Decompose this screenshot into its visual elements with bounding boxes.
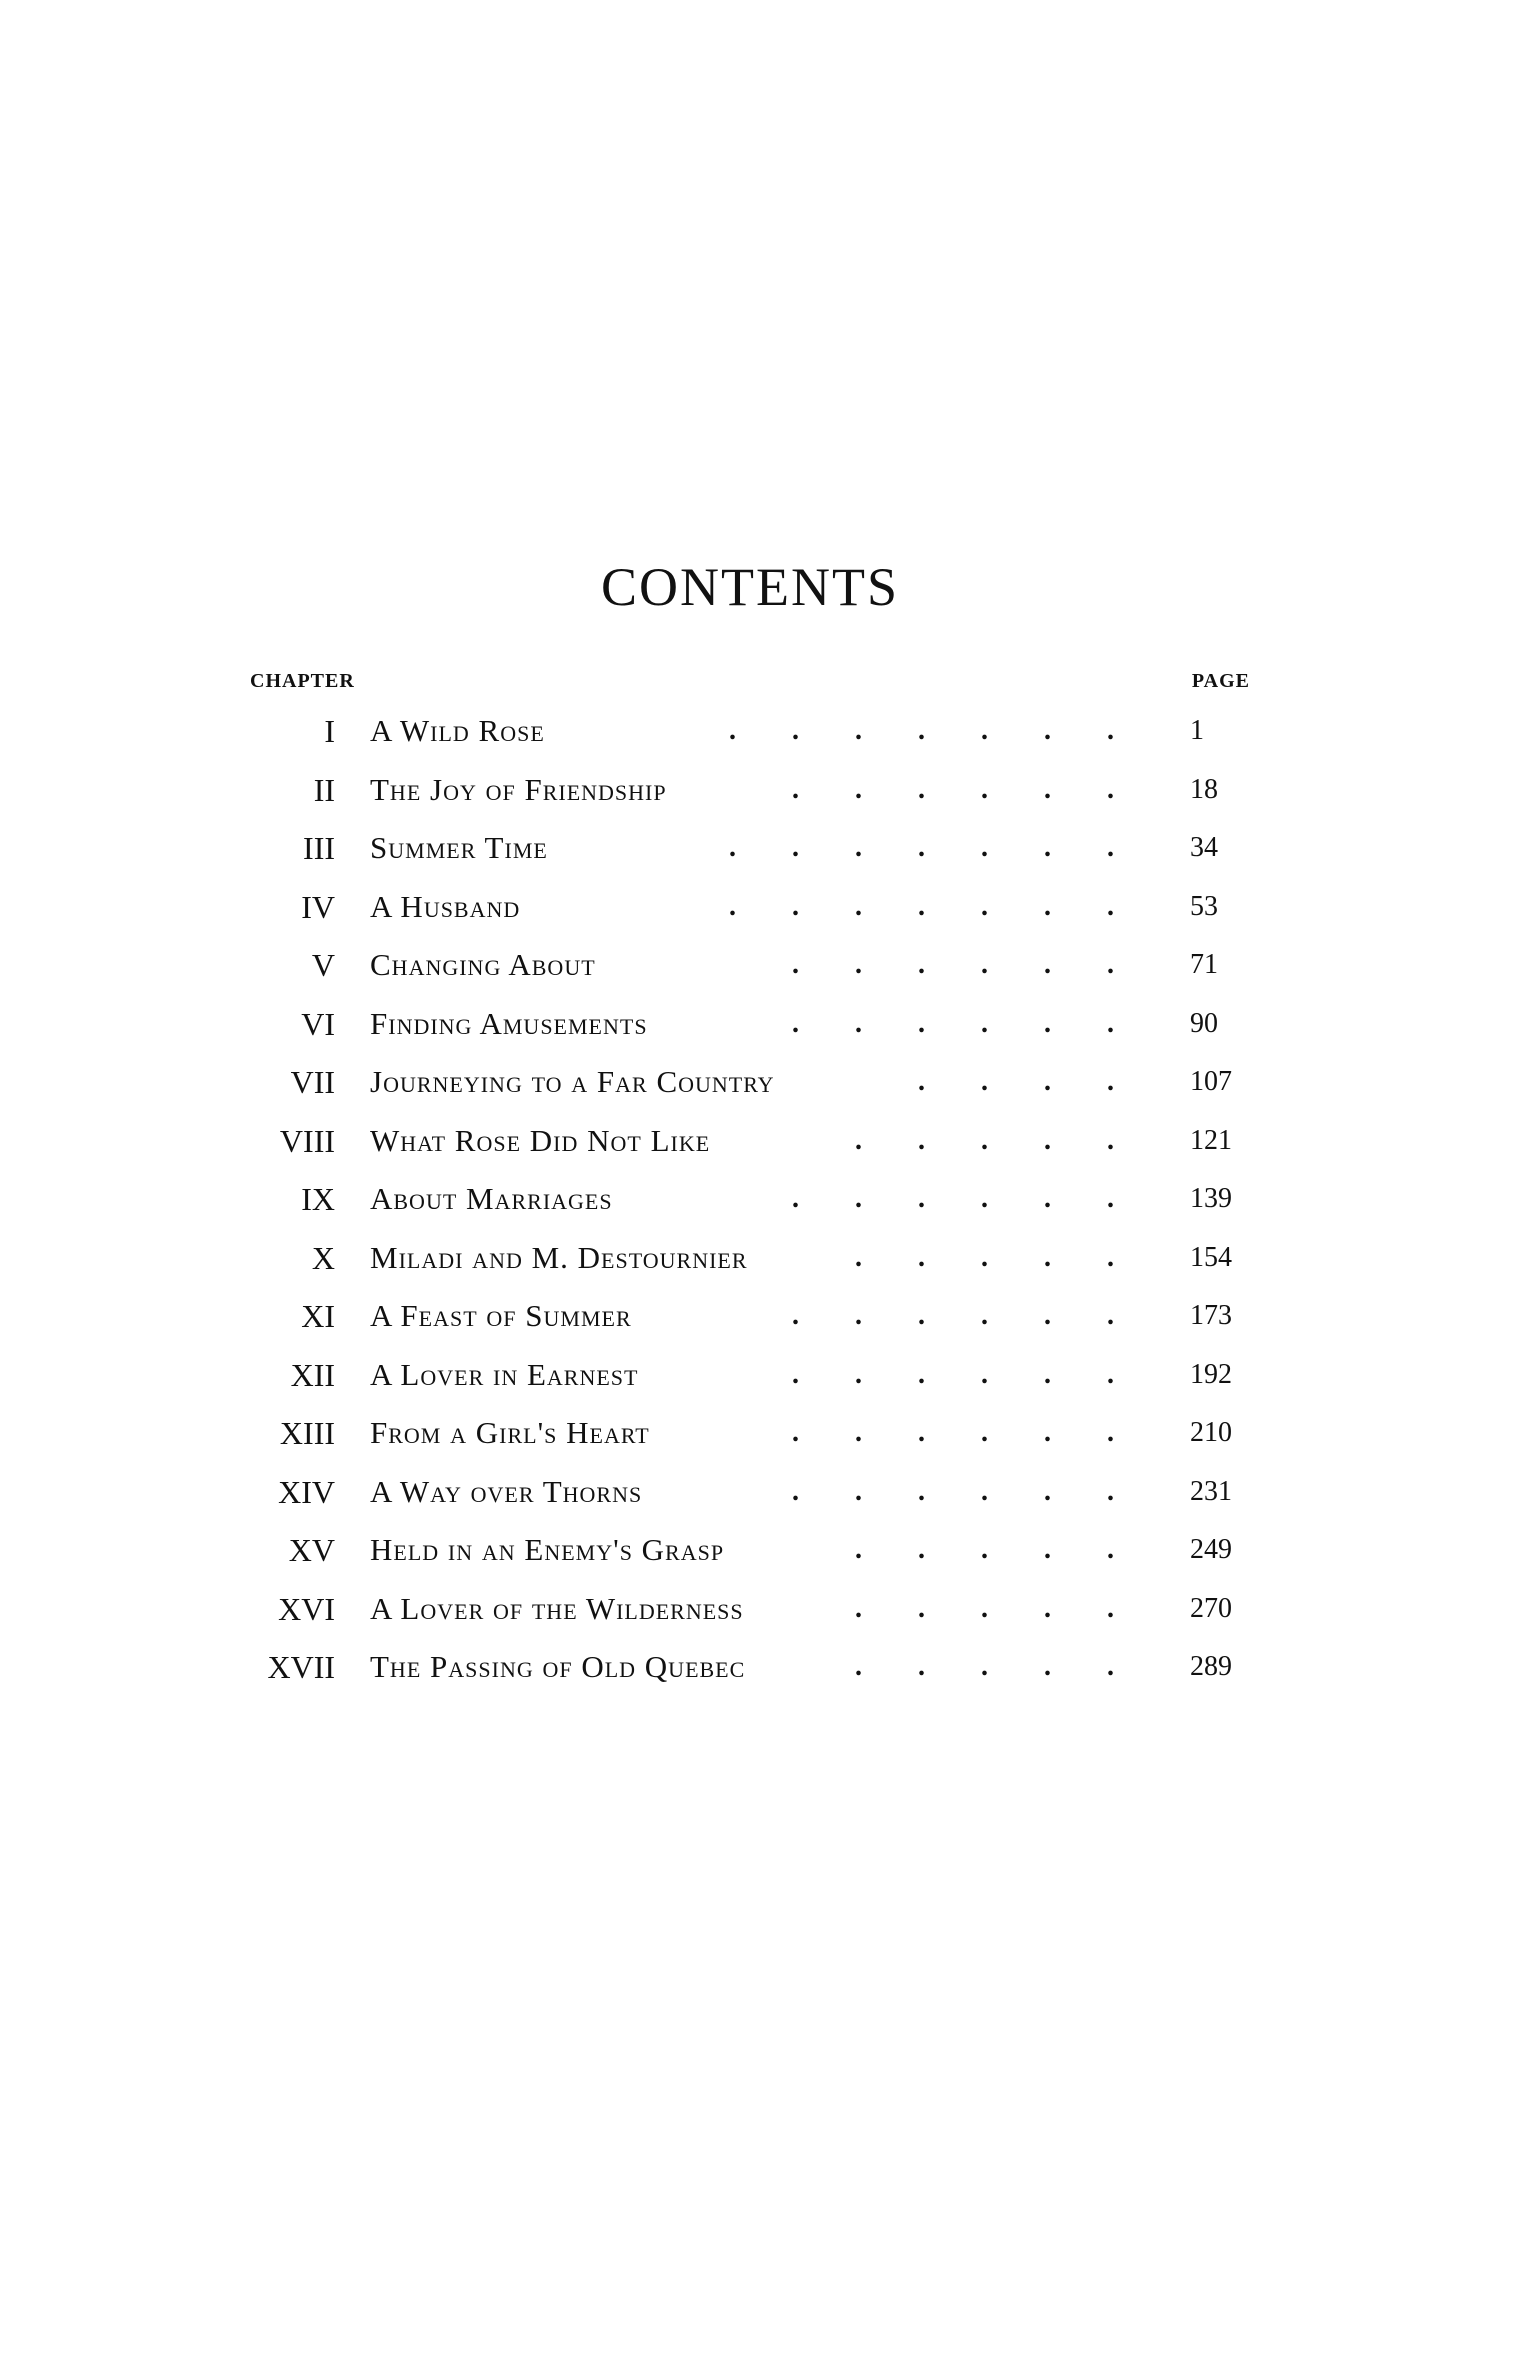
chapter-numeral: XIV [278,1473,335,1510]
chapter-page-number: 231 [1190,1475,1232,1507]
dot-leader: ...... [792,1007,1170,1039]
chapter-title: A Lover of the Wilderness [370,1590,744,1626]
chapter-numeral: XVII [267,1649,335,1685]
chapter-title: From a Girl's Heart [370,1415,650,1450]
toc-entry [250,936,1250,995]
chapter-title: Held in an Enemy's Grasp [370,1532,725,1567]
chapter-title: About Marriages [370,1181,613,1216]
dot-leader: ....... [729,832,1170,863]
chapter-numeral: IV [301,888,335,925]
chapter-numeral: VIII [279,1122,335,1159]
chapter-numeral: XV [288,1532,335,1568]
toc-entry [250,878,1250,937]
chapter-page-number: 289 [1190,1651,1232,1682]
chapter-numeral: III [303,830,335,866]
dot-leader: ....... [729,715,1170,746]
chapter-numeral: XII [290,1356,335,1393]
toc-entry [250,1112,1250,1171]
toc-entry [250,1053,1250,1112]
toc-entry [250,702,1250,761]
toc-entry [250,1229,1250,1288]
chapter-title: A Husband [370,888,521,924]
dot-leader: .... [918,1066,1170,1097]
chapter-title: The Joy of Friendship [370,771,667,807]
chapter-page-number: 53 [1190,890,1218,922]
dot-leader: ...... [792,1183,1170,1214]
chapter-title: Miladi and M. Destournier [370,1239,748,1275]
chapter-title: Journeying to a Far Country [370,1064,775,1099]
chapter-page-number: 210 [1190,1417,1232,1448]
toc-entry [250,1521,1250,1580]
chapter-title: A Feast of Summer [370,1298,632,1333]
dot-leader: ..... [855,1592,1170,1624]
chapter-numeral: X [311,1239,335,1276]
chapter-page-number: 71 [1190,949,1218,980]
chapter-title: Summer Time [370,830,548,865]
chapter-numeral: XVI [278,1590,335,1627]
chapter-numeral: VI [301,1005,335,1042]
chapter-numeral: IX [301,1181,335,1217]
chapter-page-number: 107 [1190,1066,1232,1097]
dot-leader: ..... [855,1651,1170,1682]
chapter-numeral: VII [290,1064,335,1100]
chapter-page-number: 34 [1190,832,1218,863]
chapter-numeral: I [324,713,335,749]
chapter-page-number: 139 [1190,1183,1232,1214]
toc-entry [250,995,1250,1054]
dot-leader: ...... [792,1475,1170,1507]
toc-entry [250,1463,1250,1522]
chapter-title: A Lover in Earnest [370,1356,639,1392]
toc-entry [250,1638,1250,1697]
chapter-title: Finding Amusements [370,1005,648,1041]
chapter-column-header: CHAPTER [250,670,355,692]
toc-entry [250,1580,1250,1639]
toc-entry [250,1346,1250,1405]
chapter-page-number: 249 [1190,1534,1232,1565]
chapter-page-number: 18 [1190,773,1218,805]
dot-leader: ..... [855,1241,1170,1273]
dot-leader: ..... [855,1124,1170,1156]
chapter-page-number: 121 [1190,1124,1232,1156]
chapter-numeral: XIII [279,1415,335,1451]
dot-leader: ...... [792,1300,1170,1331]
chapter-page-number: 270 [1190,1592,1232,1624]
chapter-numeral: V [311,947,335,983]
chapter-title: The Passing of Old Quebec [370,1649,746,1684]
chapter-numeral: XI [301,1298,335,1334]
toc-column-headers [250,670,1250,700]
toc-entry [250,1287,1250,1346]
table-of-contents [250,702,1250,1697]
chapter-title: A Wild Rose [370,713,545,748]
chapter-page-number: 173 [1190,1300,1232,1331]
dot-leader: ...... [792,1417,1170,1448]
dot-leader: ...... [792,949,1170,980]
chapter-page-number: 154 [1190,1241,1232,1273]
page-title: CONTENTS [601,557,899,618]
toc-entry [250,1404,1250,1463]
toc-entry [250,761,1250,820]
chapter-page-number: 90 [1190,1007,1218,1039]
chapter-page-number: 1 [1190,715,1204,746]
dot-leader: ..... [855,1534,1170,1565]
chapter-page-number: 192 [1190,1358,1232,1390]
dot-leader: ...... [792,773,1170,805]
dot-leader: ...... [792,1358,1170,1390]
toc-entry [250,819,1250,878]
chapter-title: What Rose Did Not Like [370,1122,711,1158]
chapter-title: A Way over Thorns [370,1473,643,1509]
toc-entry [250,1170,1250,1229]
page-column-header: PAGE [1191,670,1250,692]
chapter-numeral: II [313,771,335,808]
chapter-title: Changing About [370,947,596,982]
dot-leader: ....... [729,890,1170,922]
